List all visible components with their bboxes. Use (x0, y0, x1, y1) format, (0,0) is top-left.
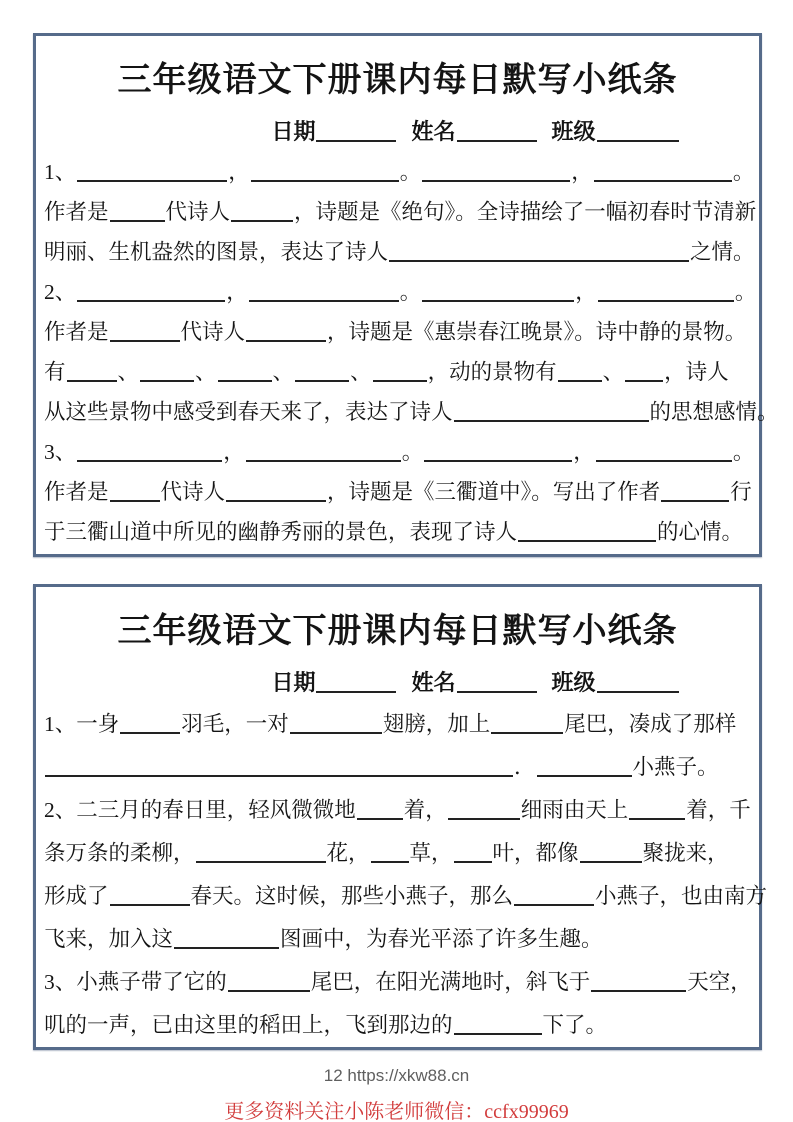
text-run: 叽的一声，已由这里的稻田上，飞到那边的 (44, 1013, 453, 1037)
blank-underline (625, 368, 663, 382)
text-run: 天空， (687, 970, 752, 994)
header-field (411, 670, 537, 695)
text-run: 之情。 (690, 240, 755, 264)
text-run: 图画中，为春光平添了许多生趣。 (280, 927, 603, 951)
text-run: 3、小燕子带了它的 (44, 970, 227, 994)
blank-underline (67, 368, 117, 382)
worksheet-line (44, 312, 751, 352)
blank-underline (491, 720, 563, 734)
blank-underline (110, 328, 180, 342)
text-run: 。 (401, 440, 424, 464)
header-field (271, 119, 397, 144)
page-footer (0, 1066, 793, 1122)
header-blank-underline (316, 128, 396, 142)
text-run: 作者是 (44, 200, 109, 224)
blank-underline (218, 368, 272, 382)
text-run: 小燕子，也由南方 (595, 884, 768, 908)
blank-underline (454, 849, 492, 863)
text-run: 有 (44, 360, 66, 384)
worksheet-line (44, 832, 751, 875)
text-run: 、 (117, 360, 140, 384)
blank-underline (231, 208, 293, 222)
text-run: 1、一身 (44, 712, 120, 736)
blank-underline (77, 448, 222, 462)
header-field-label: 姓名 (411, 119, 456, 144)
blank-underline (371, 849, 409, 863)
text-run: 代诗人 (180, 320, 246, 344)
header-field (411, 119, 537, 144)
text-run: 3、 (44, 440, 77, 464)
header-field-label: 日期 (271, 119, 316, 144)
text-run: 从这些景物中感受到春天来了，表达了诗人 (44, 400, 453, 424)
worksheet-header-row (44, 666, 751, 697)
text-run: 2、二三月的春日里，轻风微微地 (44, 798, 356, 822)
worksheet-line (44, 703, 751, 746)
worksheet-body (44, 152, 779, 552)
blank-underline (290, 720, 382, 734)
blank-underline (357, 806, 403, 820)
worksheet-title: 三年级语文下册课内每日默写小纸条 (117, 62, 678, 99)
header-field (552, 119, 680, 144)
blank-underline (424, 448, 572, 462)
blank-underline (110, 892, 190, 906)
text-run: 于三衢山道中所见的幽静秀丽的景色，表现了诗人 (44, 520, 518, 544)
blank-underline (518, 528, 656, 542)
text-run: 小燕子。 (632, 755, 719, 779)
text-run: 聚拢来， (642, 841, 729, 865)
text-run: 行 (730, 480, 752, 504)
blank-underline (120, 720, 180, 734)
blank-underline (661, 488, 729, 502)
worksheet-line (44, 918, 751, 961)
text-run: 明丽、生机盎然的图景，表达了诗人 (44, 240, 389, 264)
worksheet-line (44, 1004, 751, 1047)
blank-underline (196, 849, 326, 863)
blank-underline (77, 168, 227, 182)
blank-underline (454, 408, 649, 422)
text-run: 翅膀，加上 (382, 712, 491, 736)
text-run: 尾巴，在阳光满地时，斜飞于 (310, 970, 591, 994)
text-run: 、 (350, 360, 372, 384)
text-run: 。 (732, 160, 755, 184)
text-run: ， (223, 440, 245, 464)
blank-underline (251, 168, 399, 182)
worksheet-line (44, 875, 768, 918)
text-run: 羽毛，一对 (181, 712, 289, 736)
text-run: 细雨由天上 (520, 798, 629, 822)
worksheet-line (44, 392, 779, 432)
text-run: 叶，都像 (492, 841, 579, 865)
text-run: 花， (326, 841, 370, 865)
text-run: 作者是 (44, 320, 109, 344)
worksheet-line (44, 472, 751, 512)
text-run: 、 (602, 360, 625, 384)
blank-underline (422, 288, 574, 302)
worksheet-line (44, 232, 755, 272)
blank-underline (558, 368, 602, 382)
blank-underline (537, 763, 632, 777)
blank-underline (110, 488, 160, 502)
header-field-label: 姓名 (411, 670, 456, 695)
header-blank-underline (457, 128, 537, 142)
blank-underline (594, 168, 732, 182)
blank-underline (295, 368, 349, 382)
worksheet-card-2 (33, 584, 768, 1050)
worksheet-line (44, 961, 751, 1004)
header-blank-underline (597, 128, 679, 142)
blank-underline (246, 328, 326, 342)
worksheet-line (44, 746, 751, 789)
header-blank-underline (457, 679, 537, 693)
text-run: 。 (399, 280, 422, 304)
text-run: 。 (732, 440, 755, 464)
blank-underline (373, 368, 427, 382)
blank-underline (389, 248, 689, 262)
text-run: 代诗人 (160, 480, 226, 504)
blank-underline (249, 288, 399, 302)
text-run: ，诗题是《惠崇春江晚景》。诗中静的景物。 (327, 320, 747, 344)
text-run: 作者是 (44, 480, 109, 504)
blank-underline (246, 448, 401, 462)
text-run: 。 (734, 280, 757, 304)
text-run: 的心情。 (657, 520, 744, 544)
header-field-label: 班级 (551, 670, 596, 695)
header-field-label: 日期 (271, 670, 316, 695)
text-run: ，诗题是《三衢道中》。写出了作者 (327, 480, 661, 504)
worksheet-line (44, 512, 751, 552)
text-run: 草， (409, 841, 453, 865)
text-run: 2、 (44, 280, 77, 304)
text-run: 着，千 (686, 798, 751, 822)
worksheet-card-1 (33, 33, 779, 557)
text-run: 下了。 (542, 1013, 608, 1037)
header-blank-underline (597, 679, 679, 693)
header-field (552, 670, 680, 695)
text-run: 、 (195, 360, 217, 384)
text-run: 1、 (44, 160, 77, 184)
text-run: 条万条的柔柳， (44, 841, 195, 865)
page-number-and-url: 12 https://xkw88.cn (323, 1066, 470, 1085)
promo-contact-text: 更多资料关注小陈老师微信：ccfx99969 (224, 1101, 569, 1122)
text-run: ，诗人 (664, 360, 729, 384)
blank-underline (596, 448, 732, 462)
worksheet-line (44, 272, 757, 312)
worksheet-body (44, 703, 768, 1047)
text-run: 代诗人 (165, 200, 231, 224)
text-run: 着， (403, 798, 447, 822)
blank-underline (45, 763, 513, 777)
worksheet-line (44, 432, 755, 472)
worksheet-line (44, 192, 757, 232)
blank-underline (174, 935, 279, 949)
header-field-label: 班级 (551, 119, 596, 144)
text-run: ， (571, 160, 593, 184)
blank-underline (514, 892, 594, 906)
worksheet-line (44, 352, 751, 392)
blank-underline (140, 368, 194, 382)
text-run: 、 (272, 360, 295, 384)
text-run: ， (573, 440, 595, 464)
text-run: 。 (399, 160, 422, 184)
blank-underline (110, 208, 165, 222)
text-run: ， (226, 280, 248, 304)
blank-underline (448, 806, 520, 820)
worksheet-header-row (44, 115, 751, 146)
text-run: ，诗题是《绝句》。全诗描绘了一幅初春时节清新 (294, 200, 757, 224)
blank-underline (598, 288, 734, 302)
worksheet-line (44, 152, 755, 192)
blank-underline (226, 488, 326, 502)
blank-underline (228, 978, 310, 992)
header-blank-underline (316, 679, 396, 693)
blank-underline (422, 168, 570, 182)
text-run: 飞来，加入这 (44, 927, 174, 951)
text-run: 形成了 (44, 884, 109, 908)
blank-underline (454, 1021, 542, 1035)
header-field (271, 670, 397, 695)
text-run: 春天。这时候，那些小燕子，那么 (190, 884, 514, 908)
text-run: ， (575, 280, 597, 304)
text-run: ． (514, 755, 536, 779)
text-run: ，动的景物有 (427, 360, 557, 384)
text-run: 尾巴，凑成了那样 (564, 712, 737, 736)
worksheet-title: 三年级语文下册课内每日默写小纸条 (117, 613, 678, 650)
blank-underline (629, 806, 685, 820)
text-run: ， (228, 160, 250, 184)
worksheet-line (44, 789, 751, 832)
blank-underline (591, 978, 686, 992)
blank-underline (580, 849, 642, 863)
blank-underline (77, 288, 225, 302)
text-run: 的思想感情。 (649, 400, 779, 424)
